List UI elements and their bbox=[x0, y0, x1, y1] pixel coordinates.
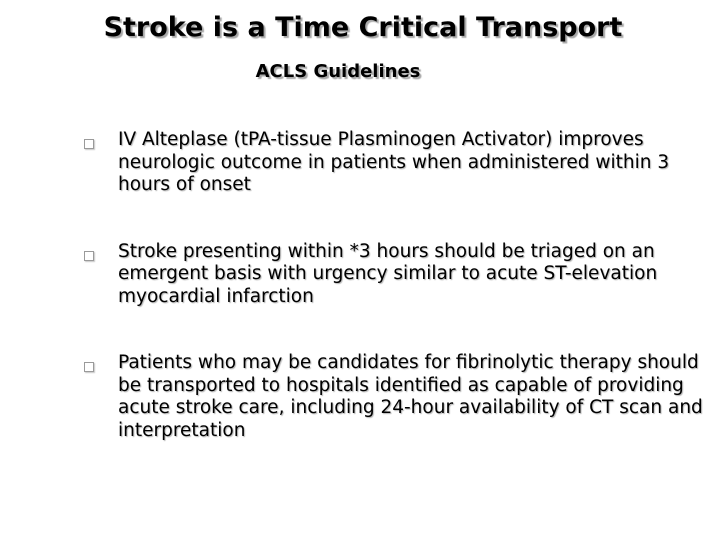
bullet-list bbox=[78, 129, 703, 486]
bullet-text: Patients who may be candidates for fibrinolytic therapy should be transported to hospitals identified as capable of providing acute stroke care, including 24-hour availability of CT scan and interpretation bbox=[118, 352, 703, 441]
square-bullet-icon bbox=[84, 139, 94, 149]
bullet-text: IV Alteplase (tPA-tissue Plasminogen Activator) improves neurologic outcome in patients when administered within 3 hours of onset bbox=[118, 129, 670, 195]
slide-subtitle: ACLS Guidelines bbox=[255, 61, 421, 82]
square-bullet-icon bbox=[84, 362, 94, 372]
bullet-item-triage bbox=[78, 241, 703, 309]
bullet-text: Stroke presenting within *3 hours should be triaged on an emergent basis with urgency similar to acute ST-elevation myocardial infarction bbox=[118, 240, 658, 307]
slide-title: Stroke is a Time Critical Transport bbox=[103, 12, 623, 43]
bullet-item-transport bbox=[78, 352, 703, 442]
square-bullet-icon bbox=[84, 251, 94, 261]
bullet-item-alteplase bbox=[78, 129, 703, 197]
